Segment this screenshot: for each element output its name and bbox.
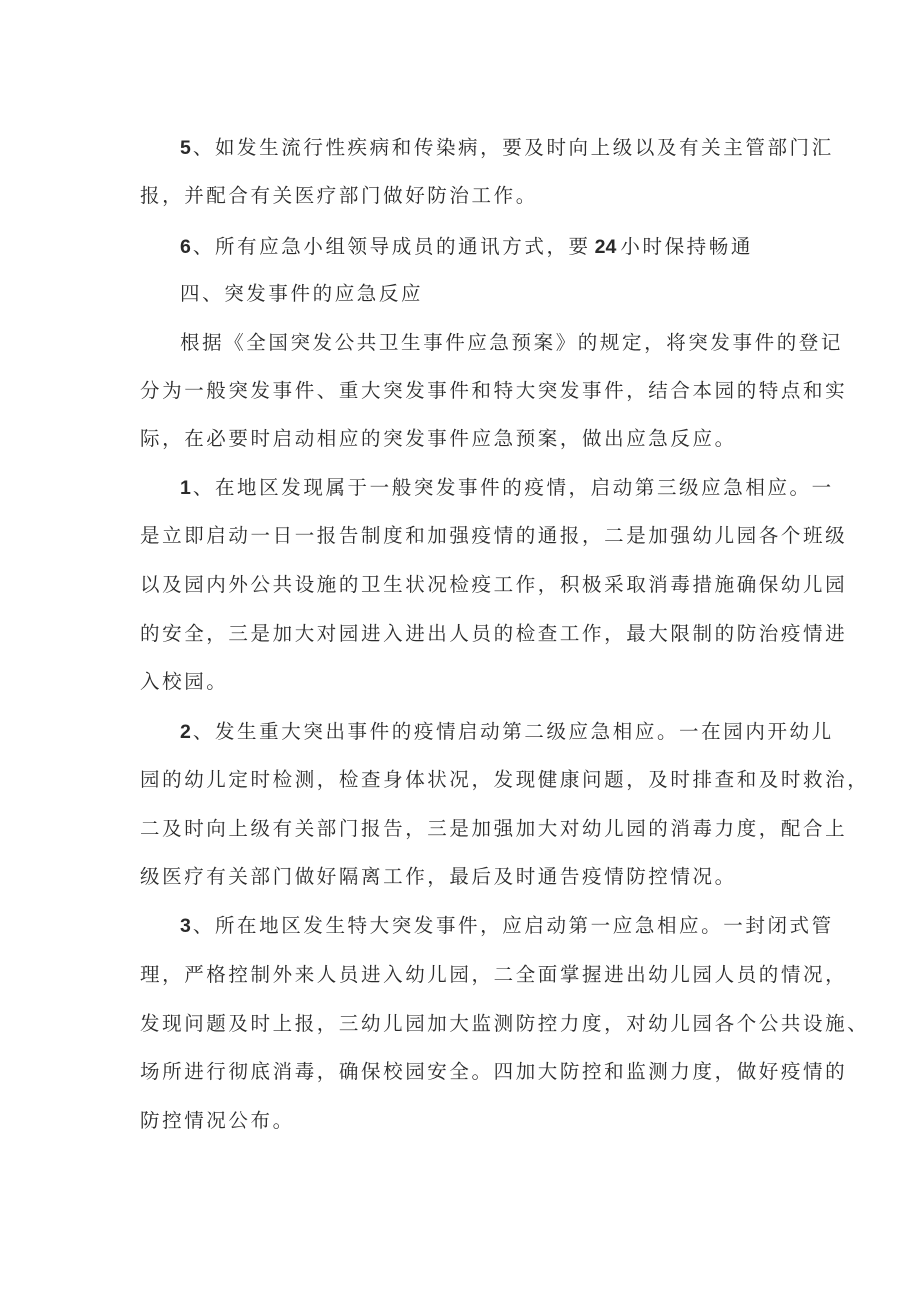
item-1-line-4 [140, 619, 847, 649]
text-span: 级医疗有关部门做好隔离工作，最后及时通告疫情防控情况。 [140, 865, 737, 888]
text-span: 、所在地区发生特大突发事件，应启动第一应急相应。一封闭式管 [192, 914, 834, 937]
text-span: 二及时向上级有关部门报告，三是加强加大对幼儿园的消毒力度，配合上 [140, 817, 848, 840]
item-number: 1 [180, 477, 191, 499]
hours-value: 24 [594, 236, 617, 258]
item-1-line-2 [140, 521, 847, 551]
item-2-line-3 [140, 814, 847, 844]
text-span: 以及园内外公共设施的卫生状况检疫工作，积极采取消毒措施确保幼儿园 [140, 573, 848, 596]
item-3-line-3 [140, 1009, 869, 1039]
text-span: 园的幼儿定时检测，检查身体状况，发现健康问题，及时排查和及时救治， [140, 768, 870, 791]
item-3-line-2 [140, 960, 847, 990]
text-span: 、发生重大突出事件的疫情启动第二级应急相应。一在园内开幼儿 [192, 720, 834, 743]
heading-text: 四、突发事件的应急反应 [180, 282, 424, 305]
text-span: 发现问题及时上报，三幼儿园加大监测防控力度，对幼儿园各个公共设施、 [140, 1012, 870, 1035]
text-span: 根据《全国突发公共卫生事件应急预案》的规定，将突发事件的登记 [180, 331, 844, 354]
intro-line-3 [140, 424, 737, 454]
item-number: 6 [180, 236, 191, 258]
item-2-line-2 [140, 765, 869, 795]
intro-line-1 [180, 328, 843, 358]
item-1-line-3 [140, 570, 847, 600]
text-span: 、在地区发现属于一般突发事件的疫情，启动第三级应急相应。一 [192, 476, 834, 499]
item-3-line-4 [140, 1057, 847, 1087]
text-span: 、所有应急小组领导成员的通讯方式，要 [192, 235, 591, 258]
text-span: 防控情况公布。 [140, 1109, 295, 1132]
item-2-line-1 [180, 717, 834, 747]
item-number: 2 [180, 721, 191, 743]
section-heading [180, 279, 423, 309]
item-number: 3 [180, 915, 191, 937]
item-3-line-5 [140, 1106, 295, 1136]
item-number: 5 [180, 137, 191, 159]
intro-line-2 [140, 376, 847, 406]
text-span: 、如发生流行性疾病和传染病，要及时向上级以及有关主管部门汇 [192, 136, 834, 159]
item-2-line-4 [140, 862, 737, 892]
text-span: 际，在必要时启动相应的突发事件应急预案，做出应急反应。 [140, 427, 737, 450]
text-span: 的安全，三是加大对园进入进出人员的检查工作，最大限制的防治疫情进 [140, 622, 848, 645]
text-span: 场所进行彻底消毒，确保校园安全。四加大防控和监测力度，做好疫情的 [140, 1060, 848, 1083]
text-span: 理，严格控制外来人员进入幼儿园，二全面掌握进出幼儿园人员的情况， [140, 963, 848, 986]
item-1-line-5 [140, 667, 228, 697]
item-1-line-1 [180, 473, 834, 503]
text-span: 入校园。 [140, 670, 229, 693]
paragraph-5-line-1 [180, 133, 834, 163]
text-span: 分为一般突发事件、重大突发事件和特大突发事件，结合本园的特点和实 [140, 379, 848, 402]
paragraph-6 [180, 232, 753, 262]
paragraph-5-line-2 [140, 181, 538, 211]
text-span: 小时保持畅通 [620, 235, 753, 258]
text-span: 报，并配合有关医疗部门做好防治工作。 [140, 184, 538, 207]
item-3-line-1 [180, 911, 834, 941]
text-span: 是立即启动一日一报告制度和加强疫情的通报，二是加强幼儿园各个班级 [140, 524, 848, 547]
